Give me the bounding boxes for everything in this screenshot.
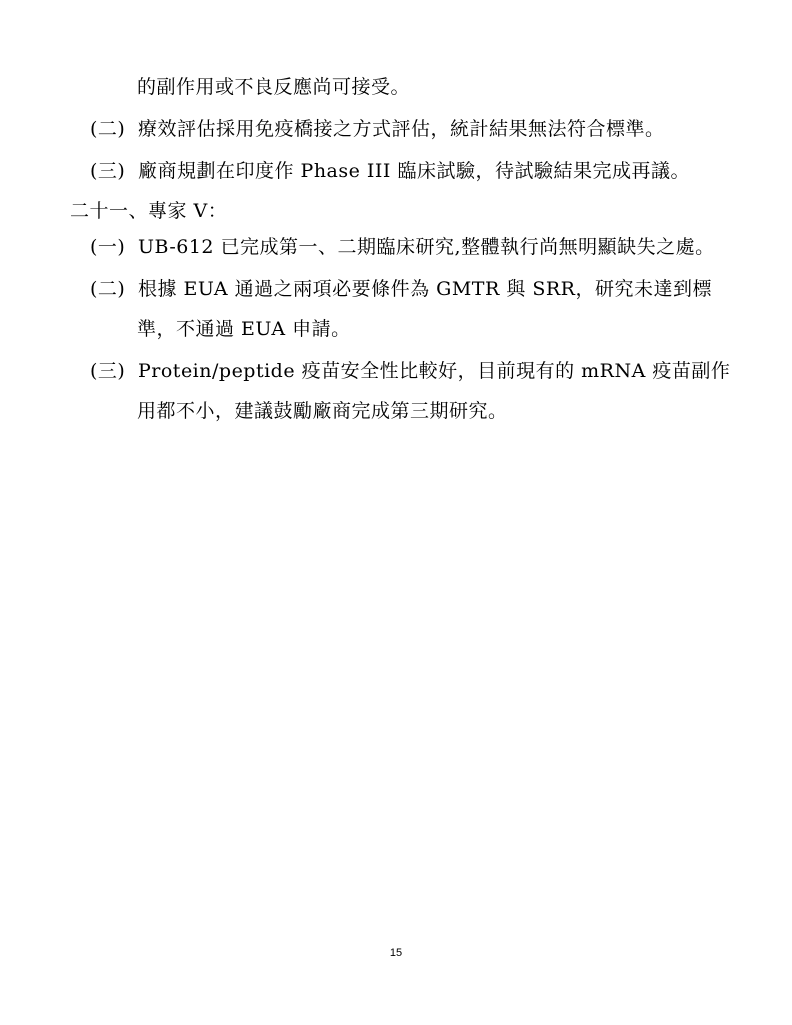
continuation-line — [137, 74, 410, 100]
list-marker: (二) — [90, 278, 126, 300]
line-text: 根據 EUA 通過之兩項必要條件為 GMTR 與 SRR，研究未達到標 — [138, 278, 712, 300]
line-text: 廠商規劃在印度作 Phase III 臨床試驗，待試驗結果完成再議。 — [138, 160, 690, 182]
continuation-line — [137, 316, 351, 342]
list-marker: (三) — [90, 160, 126, 182]
page-number: 15 — [389, 947, 403, 959]
continuation-line — [137, 398, 508, 424]
list-item — [90, 358, 730, 384]
line-text: Protein/peptide 疫苗安全性比較好，目前現有的 mRNA 疫苗副作 — [138, 360, 731, 382]
list-item — [90, 158, 690, 184]
line-text: 療效評估採用免疫橋接之方式評估，統計結果無法符合標準。 — [138, 118, 665, 140]
line-text: UB-612 已完成第一、二期臨床研究,整體執行尚無明顯缺失之處。 — [138, 236, 715, 258]
list-marker: (三) — [90, 360, 126, 382]
list-item — [90, 276, 712, 302]
list-marker: (一) — [90, 236, 126, 258]
list-item — [90, 234, 715, 260]
line-text: 的副作用或不良反應尚可接受。 — [137, 76, 411, 98]
heading-text: 二十一、專家 V： — [70, 200, 228, 222]
section-heading — [70, 198, 227, 224]
line-text: 準，不通過 EUA 申請。 — [137, 318, 351, 340]
list-marker: (二) — [90, 118, 126, 140]
line-text: 用都不小，建議鼓勵廠商完成第三期研究。 — [137, 400, 508, 422]
list-item — [90, 116, 665, 142]
